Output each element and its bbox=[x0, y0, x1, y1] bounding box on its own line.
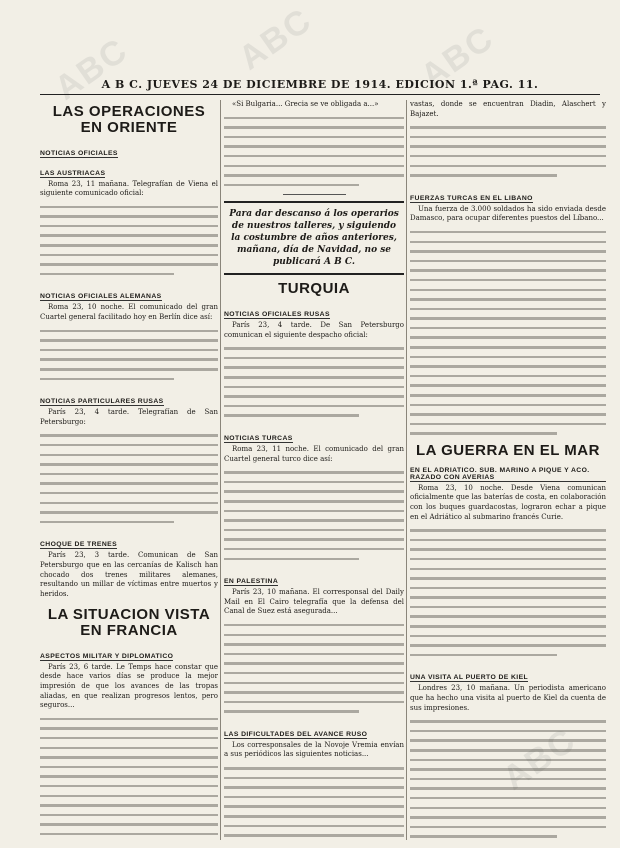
paragraph: Roma 23, 10 noche. Desde Viena comunican oficialmente que las baterías de costa, en colaboración con los buques guardacostas, lograron echar a pique en el Adriático al submarino francés Curie. bbox=[410, 483, 606, 521]
illegible-text bbox=[224, 343, 404, 420]
column-3 bbox=[410, 100, 606, 840]
illegible-text bbox=[224, 113, 404, 190]
subheading: NOTICIAS TURCAS bbox=[224, 435, 293, 443]
illegible-text bbox=[224, 467, 404, 563]
illegible-text bbox=[410, 227, 606, 438]
subheading: EN EL ADRIATICO. SUB. MARINO A PIQUE Y ACO. RAZADO CON AVERIAS bbox=[410, 467, 606, 482]
illegible-text bbox=[40, 326, 218, 384]
illegible-text bbox=[40, 430, 218, 526]
subheading: FUERZAS TURCAS EN EL LIBANO bbox=[410, 194, 533, 202]
subheading: NOTICIAS PARTICULARES RUSAS bbox=[40, 398, 164, 406]
paragraph: Una fuerza de 3.000 soldados ha sido enviada desde Damasco, para ocupar diferentes puestos del Líbano... bbox=[410, 204, 606, 223]
headline: LA GUERRA EN EL MAR bbox=[416, 442, 600, 459]
column-divider bbox=[406, 100, 407, 840]
quote: «Si Bulgaria... Grecia se ve obligada a...» bbox=[232, 100, 379, 108]
paragraph: Roma 23, 11 mañana. Telegrafían de Viena el siguiente comunicado oficial: bbox=[40, 179, 218, 198]
page-header: A B C. JUEVES 24 DE DICIEMBRE DE 1914. EDICION 1.ª PAG. 11. bbox=[40, 78, 600, 95]
watermark: ABC bbox=[48, 30, 136, 108]
subheading: NOTICIAS OFICIALES ALEMANAS bbox=[40, 293, 162, 301]
illegible-text bbox=[224, 763, 404, 840]
subheading: CHOQUE DE TRENES bbox=[40, 541, 118, 549]
subheading: NOTICIAS OFICIALES RUSAS bbox=[224, 311, 330, 319]
column-divider bbox=[220, 100, 221, 840]
paragraph: Londres 23, 10 mañana. Un periodista americano que ha hecho una visita al puerto de Kiel da cuenta de sus impresiones. bbox=[410, 684, 606, 712]
subheading: NOTICIAS OFICIALES bbox=[40, 149, 118, 157]
illegible-text bbox=[410, 525, 606, 659]
subheading: LAS DIFICULTADES DEL AVANCE RUSO bbox=[224, 730, 368, 738]
paragraph: París 23, 4 tarde. De San Petersburgo comunican el siguiente despacho oficial: bbox=[224, 321, 404, 339]
paragraph: Los corresponsales de la Novoje Vremia envían a sus periódicos las siguientes noticias... bbox=[224, 740, 404, 759]
headline: LAS OPERACIONES EN ORIENTE bbox=[52, 103, 206, 136]
column-2 bbox=[224, 100, 404, 840]
subheading: UNA VISITA AL PUERTO DE KIEL bbox=[410, 674, 529, 682]
illegible-text bbox=[410, 716, 606, 840]
subheading: EN PALESTINA bbox=[224, 578, 279, 586]
column-1 bbox=[40, 100, 218, 840]
paragraph: Roma 23, 11 noche. El comunicado del gran Cuartel general turco dice así: bbox=[224, 445, 404, 463]
headline: LA SITUACION VISTA EN FRANCIA bbox=[47, 606, 211, 640]
paragraph: vastas, donde se encuentran Diadin, Alaschert y Bajazet. bbox=[410, 100, 606, 118]
illegible-text bbox=[410, 122, 606, 180]
watermark: ABC bbox=[496, 720, 584, 798]
paragraph: París 23, 4 tarde. Telegrafían de San Petersburgo: bbox=[40, 408, 218, 426]
illegible-text bbox=[40, 714, 218, 840]
subheading: ASPECTOS MILITAR Y DIPLOMATICO bbox=[40, 652, 174, 660]
watermark: ABC bbox=[232, 0, 320, 78]
paragraph: París 23, 3 tarde. Comunican de San Petersburgo que en las cercanías de Kalisch han chocado dos trenes militares alemanes, resultando un millar de víctimas entre muertos y heridos. bbox=[40, 551, 218, 598]
paragraph: Roma 23, 10 noche. El comunicado del gran Cuartel general facilitado hoy en Berlín dice así: bbox=[40, 303, 218, 322]
paragraph: París 23, 10 mañana. El corresponsal del Daily Mail en El Cairo telegrafía que la defensa del Canal de Suez está asegurada... bbox=[224, 588, 404, 616]
watermark: ABC bbox=[414, 18, 502, 96]
divider bbox=[283, 194, 346, 195]
headline: TURQUIA bbox=[278, 280, 350, 298]
subheading: LAS AUSTRIACAS bbox=[40, 169, 106, 177]
illegible-text bbox=[224, 620, 404, 716]
notice-box: Para dar descanso á los operarios de nuestros talleres, y siguiendo la costumbre de años anteriores, mañana, día de Navidad, no se publicará A B C. bbox=[224, 201, 404, 275]
paragraph: París 23, 6 tarde. Le Temps hace constar que desde hace varios días se produce la mejor impresión de que los avances de las tropas aliadas, en que realizan progresos lentos, pero seguros... bbox=[40, 662, 218, 710]
illegible-text bbox=[40, 202, 218, 279]
